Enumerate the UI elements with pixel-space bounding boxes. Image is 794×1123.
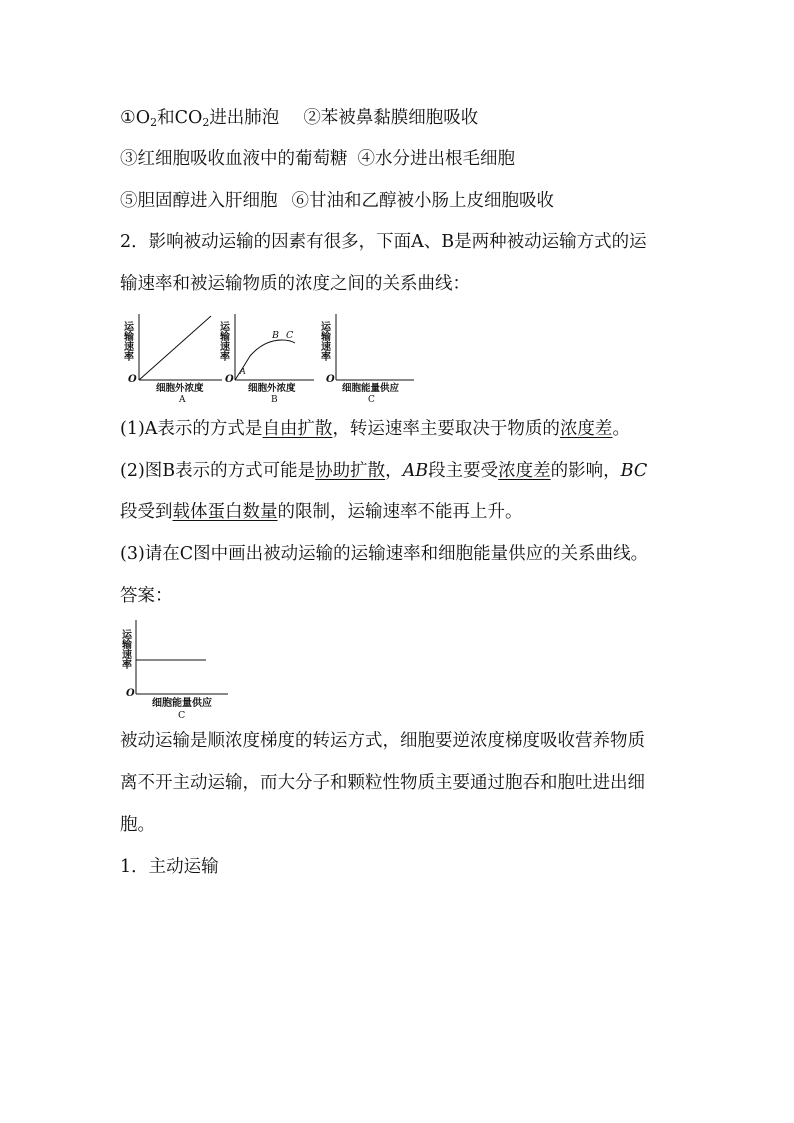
- sub-question-2-line-2: 段受到载体蛋白数量的限制，运输速率不能再上升。: [120, 502, 523, 522]
- question-2-line-1: 2．影响被动运输的因素有很多，下面A、B是两种被动运输方式的运: [120, 232, 647, 252]
- y-label-char: 速: [220, 342, 230, 353]
- y-label-char: 运: [220, 322, 230, 333]
- sub-question-3: (3)请在C图中画出被动运输的运输速率和细胞能量供应的关系曲线。: [120, 544, 649, 564]
- origin-label: O: [225, 374, 234, 385]
- origin-label: O: [126, 688, 135, 699]
- origin-label: O: [326, 374, 335, 385]
- item-2: ②苯被鼻黏膜细胞吸收: [303, 108, 479, 128]
- y-label-char: 输: [220, 332, 230, 343]
- answer-blank: 自由扩散: [262, 419, 333, 439]
- y-label-char: 运: [124, 322, 134, 333]
- point-b-label: B: [272, 330, 279, 341]
- origin-label: O: [128, 374, 137, 385]
- graph-c: [318, 310, 418, 404]
- y-label-char: 运: [122, 630, 132, 641]
- graph-b: [216, 310, 320, 404]
- examples-line-3: [120, 189, 554, 213]
- y-label-char: 率: [124, 352, 134, 363]
- y-label-char: 率: [220, 352, 230, 363]
- graph-a: [118, 310, 228, 404]
- graph-caption: A: [179, 395, 186, 404]
- summary-line-1: 被动运输是顺浓度梯度的转运方式，细胞要逆浓度梯度吸收营养物质: [120, 731, 645, 751]
- examples-line-2: [120, 147, 515, 171]
- sub-question-1: (1)A表示的方式是自由扩散，转运速率主要取决于物质的浓度差。: [120, 419, 630, 439]
- answer-blank: 浓度差: [559, 419, 613, 439]
- y-label-char: 运: [321, 322, 331, 333]
- sub-question-2-line-1: (2)图B表示的方式可能是协助扩散，AB段主要受浓度差的影响，BC: [120, 461, 648, 481]
- item-3: ③红细胞吸收血液中的葡萄糖: [120, 149, 348, 169]
- summary-line-2: 离不开主动运输，而大分子和颗粒性物质主要通过胞吞和胞吐进出细: [120, 773, 645, 793]
- summary-line-3: 胞。: [120, 815, 155, 835]
- point-a-label: A: [240, 367, 246, 376]
- y-label-char: 输: [124, 332, 134, 343]
- y-label-char: 率: [122, 660, 132, 671]
- y-label-char: 输: [321, 332, 331, 343]
- answer-graph: [118, 618, 230, 724]
- y-label-char: 速: [124, 342, 134, 353]
- diffusion-line: [139, 316, 211, 380]
- answer-label: 答案：: [120, 586, 173, 606]
- item-4: ④水分进出根毛细胞: [357, 149, 515, 169]
- x-axis-label: 细胞外浓度: [248, 383, 296, 394]
- examples-line-1: [120, 106, 478, 130]
- graph-caption: C: [368, 395, 375, 404]
- item-6: ⑥甘油和乙醇被小肠上皮细胞吸收: [291, 191, 554, 211]
- section-heading-active-transport: 1．主动运输: [120, 857, 219, 877]
- point-c-label: C: [286, 330, 294, 341]
- item-1: $①O_2$和$CO_2$进出肺泡: [120, 108, 280, 129]
- graph-caption: B: [271, 395, 278, 404]
- answer-blank: 协助扩散: [315, 461, 386, 481]
- item-5: ⑤胆固醇进入肝细胞: [120, 191, 278, 211]
- question-2-line-2: 输速率和被运输物质的浓度之间的关系曲线：: [120, 274, 470, 294]
- y-label-char: 速: [122, 650, 132, 661]
- y-label-char: 输: [122, 640, 132, 651]
- y-label-char: 速: [321, 342, 331, 353]
- graph-caption: C: [178, 710, 186, 721]
- answer-blank: 载体蛋白数量: [172, 502, 278, 522]
- y-label-char: 率: [321, 352, 331, 363]
- x-axis-label: 细胞外浓度: [156, 383, 204, 394]
- x-axis-label: 细胞能量供应: [342, 383, 400, 394]
- x-axis-label: 细胞能量供应: [152, 698, 212, 709]
- answer-blank: 浓度差: [498, 461, 551, 481]
